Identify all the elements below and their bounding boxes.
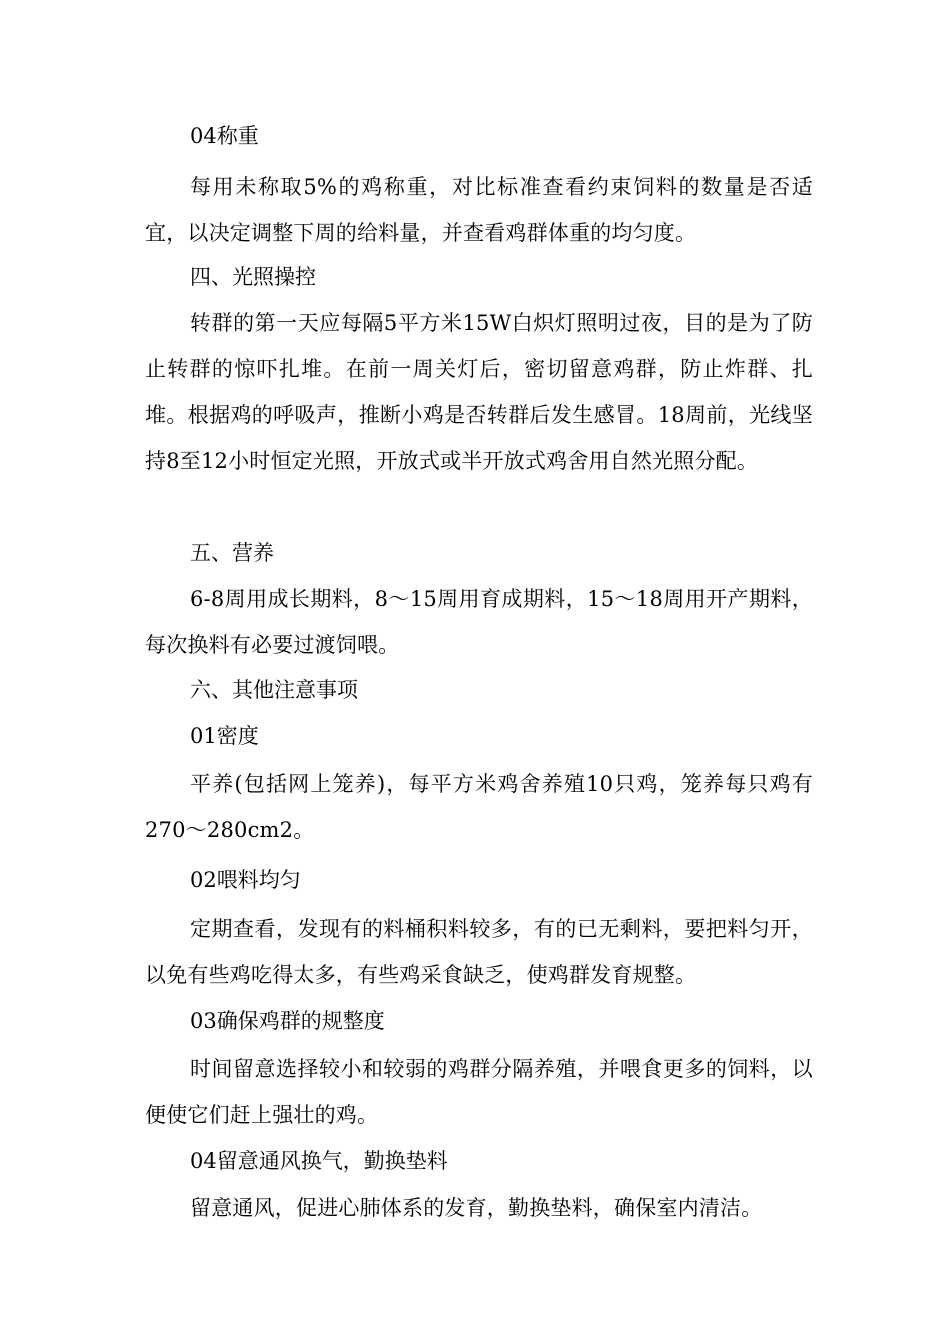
paragraph-feeding-evenly: 定期查看，发现有的料桶积料较多，有的已无剩料，要把料匀开，以免有些鸡吃得太多，有些鸡采食缺乏，使鸡群发育规整。: [145, 917, 813, 987]
section-heading-lighting: 四、光照操控: [190, 265, 316, 289]
section-heading-nutrition: 五、营养: [190, 541, 274, 565]
paragraph-lighting: 转群的第一天应每隔5平方米15W白炽灯照明过夜，目的是为了防止转群的惊吓扎堆。在前一周关灯后，密切留意鸡群，防止炸群、扎堆。根据鸡的呼吸声，推断小鸡是否转群后发生感冒。18周前，光线坚持8至12小时恒定光照，开放式或半开放式鸡舍用自然光照分配。: [145, 311, 813, 473]
paragraph-weighing: 每用未称取5%的鸡称重，对比标准查看约束饲料的数量是否适宜，以决定调整下周的给料量，并查看鸡群体重的均匀度。: [145, 175, 813, 245]
paragraph-flock-uniformity: 时间留意选择较小和较弱的鸡群分隔养殖，并喂食更多的饲料，以便使它们赶上强壮的鸡。: [145, 1057, 813, 1127]
section-heading-other-notes: 六、其他注意事项: [190, 678, 358, 702]
subheading-ventilation: 04留意通风换气，勤换垫料: [190, 1149, 448, 1173]
paragraph-density: 平养(包括网上笼养)，每平方米鸡舍养殖10只鸡，笼养每只鸡有270～280cm2。: [145, 772, 813, 842]
subheading-flock-uniformity: 03确保鸡群的规整度: [190, 1009, 385, 1033]
paragraph-nutrition: 6-8周用成长期料，8～15周用育成期料，15～18周用开产期料，每次换料有必要过渡饲喂。: [145, 587, 813, 657]
section-heading-weighing: 04称重: [190, 124, 259, 148]
subheading-density: 01密度: [190, 724, 259, 748]
paragraph-ventilation: 留意通风，促进心肺体系的发育，勤换垫料，确保室内清洁。: [190, 1196, 763, 1220]
subheading-feeding-evenly: 02喂料均匀: [190, 868, 301, 892]
